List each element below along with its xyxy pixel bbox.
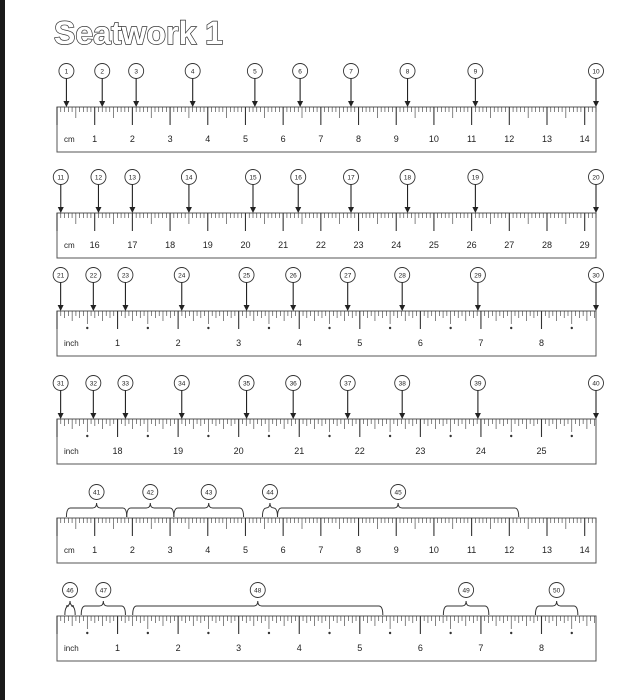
ruler-number: 27: [504, 240, 515, 250]
marker-5: [247, 64, 262, 108]
marker-6: [293, 64, 308, 108]
ruler-number: 5: [242, 545, 248, 555]
marker-label: 36: [289, 380, 297, 388]
bracket-label: 41: [92, 489, 101, 497]
ruler-number: 1: [92, 545, 98, 555]
bracket-48: [133, 583, 383, 616]
ruler-number: 13: [541, 545, 553, 555]
bracket-46: [63, 583, 78, 616]
marker-2: [95, 64, 110, 108]
marker-3: [129, 64, 144, 108]
half-inch-dot: [389, 327, 391, 329]
marker-35: [239, 376, 254, 420]
ruler-number: 25: [536, 446, 547, 456]
marker-39: [470, 376, 485, 420]
marker-label: 27: [344, 272, 352, 280]
marker-label: 20: [592, 174, 600, 182]
half-inch-dot: [571, 327, 573, 329]
ruler-number: 25: [428, 240, 439, 250]
ruler-unit-label: inch: [64, 644, 79, 653]
bracket-label: 42: [146, 489, 154, 497]
marker-arrow-head: [244, 413, 250, 419]
marker-label: 35: [242, 380, 251, 388]
marker-arrow-head: [405, 207, 411, 213]
half-inch-dot: [328, 632, 330, 634]
ruler-3: [53, 268, 603, 357]
marker-31: [53, 376, 68, 420]
bracket-shape: [278, 503, 519, 517]
marker-arrow-head: [399, 305, 405, 311]
ruler-unit-label: cm: [64, 135, 75, 144]
half-inch-dot: [86, 632, 88, 634]
ruler-number: 3: [167, 134, 173, 144]
marker-36: [286, 376, 301, 420]
bracket-label: 50: [553, 587, 561, 595]
bracket-43: [174, 485, 244, 518]
ruler-number: 6: [280, 545, 286, 555]
bracket-shape: [262, 503, 277, 517]
marker-1: [59, 64, 74, 108]
half-inch-dot: [449, 435, 451, 437]
ruler-number: 12: [504, 545, 515, 555]
ruler-number: 7: [318, 134, 324, 144]
ruler-number: 8: [538, 338, 545, 348]
marker-arrow-head: [475, 413, 481, 419]
ruler-unit-label: cm: [64, 546, 75, 555]
bracket-label: 43: [205, 489, 213, 497]
marker-label: 14: [185, 174, 193, 182]
marker-15: [246, 170, 261, 214]
marker-arrow-head: [58, 413, 64, 419]
marker-arrow-head: [122, 305, 128, 311]
ruler-number: 5: [357, 643, 363, 653]
ruler-number: 5: [357, 338, 363, 348]
ruler-number: 6: [280, 134, 286, 144]
ruler-number: 7: [318, 545, 324, 555]
bracket-label: 48: [254, 587, 262, 595]
marker-22: [86, 268, 101, 312]
marker-label: 18: [403, 174, 412, 182]
marker-25: [239, 268, 254, 312]
ruler-number: 3: [236, 338, 242, 348]
ruler-number: 19: [202, 240, 213, 250]
marker-label: 11: [57, 174, 65, 182]
bracket-shape: [535, 601, 577, 615]
ruler-number: 6: [417, 643, 423, 653]
ruler-number: 17: [127, 240, 138, 250]
half-inch-dot: [86, 327, 88, 329]
marker-11: [53, 170, 68, 214]
marker-26: [286, 268, 301, 312]
ruler-body: [57, 107, 596, 152]
marker-label: 30: [592, 272, 600, 280]
marker-label: 31: [57, 380, 65, 388]
ruler-number: 22: [315, 240, 326, 250]
marker-arrow-head: [290, 305, 296, 311]
marker-arrow-head: [348, 101, 354, 107]
ruler-number: 18: [112, 446, 123, 456]
marker-label: 32: [89, 380, 97, 388]
bracket-50: [535, 583, 577, 616]
marker-34: [174, 376, 189, 420]
ruler-number: 1: [115, 338, 121, 348]
marker-17: [344, 170, 359, 214]
ruler-number: 23: [353, 240, 364, 250]
marker-label: 26: [289, 272, 297, 280]
half-inch-dot: [510, 327, 512, 329]
ruler-1: [57, 64, 604, 153]
ruler-number: 26: [466, 240, 477, 250]
marker-30: [589, 268, 604, 312]
marker-arrow-head: [295, 207, 301, 213]
ruler-2: [53, 170, 603, 259]
marker-arrow-head: [129, 207, 135, 213]
ruler-number: 8: [356, 134, 362, 144]
marker-label: 39: [474, 380, 482, 388]
marker-21: [53, 268, 68, 312]
marker-arrow-head: [122, 413, 128, 419]
ruler-number: 18: [165, 240, 176, 250]
ruler-number: 1: [92, 134, 98, 144]
bracket-shape: [133, 601, 383, 615]
half-inch-dot: [147, 632, 149, 634]
ruler-number: 9: [393, 134, 399, 144]
ruler-body: [57, 616, 596, 661]
marker-label: 5: [253, 68, 257, 76]
ruler-number: 14: [579, 134, 590, 144]
marker-label: 33: [121, 380, 130, 388]
ruler-body: [57, 518, 596, 563]
marker-label: 22: [89, 272, 97, 280]
marker-label: 4: [190, 68, 195, 76]
marker-arrow-head: [179, 413, 185, 419]
marker-37: [340, 376, 355, 420]
marker-label: 12: [94, 174, 103, 182]
marker-label: 7: [349, 68, 353, 76]
marker-arrow-head: [593, 101, 599, 107]
half-inch-dot: [389, 435, 391, 437]
marker-12: [91, 170, 106, 214]
bracket-44: [262, 485, 277, 518]
marker-40: [589, 376, 604, 420]
marker-arrow-head: [190, 101, 196, 107]
ruler-number: 4: [205, 545, 211, 555]
marker-label: 29: [474, 272, 482, 280]
bracket-49: [443, 583, 488, 616]
ruler-number: 8: [356, 545, 362, 555]
ruler-number: 12: [504, 134, 515, 144]
ruler-5: [57, 485, 596, 564]
ruler-unit-label: inch: [64, 447, 79, 456]
marker-28: [395, 268, 410, 312]
worksheet-title: Seatwork 1: [54, 15, 223, 51]
ruler-number: 1: [115, 643, 121, 653]
marker-label: 10: [592, 68, 600, 76]
ruler-number: 4: [205, 134, 211, 144]
ruler-number: 23: [415, 446, 426, 456]
marker-arrow-head: [345, 305, 351, 311]
marker-arrow-head: [297, 101, 303, 107]
marker-arrow-head: [58, 207, 64, 213]
marker-label: 16: [294, 174, 302, 182]
half-inch-dot: [571, 435, 573, 437]
ruler-unit-label: inch: [64, 339, 79, 348]
half-inch-dot: [268, 632, 270, 634]
marker-label: 13: [128, 174, 137, 182]
ruler-number: 2: [175, 643, 181, 653]
half-inch-dot: [147, 327, 149, 329]
bracket-label: 44: [266, 489, 274, 497]
half-inch-dot: [207, 632, 209, 634]
marker-label: 21: [57, 272, 65, 280]
ruler-number: 20: [240, 240, 251, 250]
ruler-number: 24: [391, 240, 402, 250]
marker-label: 40: [592, 380, 600, 388]
marker-27: [340, 268, 355, 312]
marker-arrow-head: [58, 305, 64, 311]
ruler-number: 9: [393, 545, 399, 555]
bracket-shape: [174, 503, 244, 517]
ruler-number: 29: [579, 240, 590, 250]
bracket-shape: [65, 601, 75, 615]
marker-label: 6: [298, 68, 302, 76]
ruler-number: 16: [89, 240, 100, 250]
marker-19: [468, 170, 483, 214]
ruler-number: 7: [478, 643, 484, 653]
ruler-number: 2: [129, 134, 135, 144]
ruler-unit-label: cm: [64, 241, 75, 250]
half-inch-dot: [328, 327, 330, 329]
ruler-number: 10: [428, 545, 439, 555]
marker-arrow-head: [244, 305, 250, 311]
ruler-number: 6: [417, 338, 423, 348]
marker-arrow-head: [95, 207, 101, 213]
ruler-number: 5: [242, 134, 248, 144]
half-inch-dot: [389, 632, 391, 634]
marker-13: [125, 170, 140, 214]
marker-arrow-head: [250, 207, 256, 213]
marker-23: [118, 268, 133, 312]
marker-label: 38: [398, 380, 406, 388]
marker-arrow-head: [475, 305, 481, 311]
half-inch-dot: [510, 632, 512, 634]
marker-label: 15: [249, 174, 257, 182]
half-inch-dot: [147, 435, 149, 437]
ruler-number: 13: [541, 134, 553, 144]
ruler-number: 24: [475, 446, 486, 456]
marker-label: 25: [242, 272, 251, 280]
half-inch-dot: [571, 632, 573, 634]
marker-38: [395, 376, 410, 420]
marker-arrow-head: [63, 101, 69, 107]
marker-24: [174, 268, 189, 312]
marker-16: [291, 170, 306, 214]
ruler-number: 21: [278, 240, 289, 250]
ruler-number: 11: [466, 134, 477, 144]
ruler-body: [57, 311, 596, 356]
marker-arrow-head: [186, 207, 192, 213]
marker-arrow-head: [399, 413, 405, 419]
marker-arrow-head: [179, 305, 185, 311]
marker-arrow-head: [472, 207, 478, 213]
ruler-body: [57, 419, 596, 464]
marker-9: [468, 64, 483, 108]
ruler-number: 2: [129, 545, 135, 555]
ruler-number: 3: [167, 545, 173, 555]
marker-arrow-head: [345, 413, 351, 419]
marker-20: [589, 170, 604, 214]
marker-arrow-head: [90, 305, 96, 311]
ruler-body: [57, 213, 596, 258]
ruler-number: 21: [294, 446, 305, 456]
ruler-6: [57, 583, 596, 662]
bracket-shape: [81, 601, 125, 615]
ruler-number: 11: [466, 545, 477, 555]
marker-label: 17: [347, 174, 355, 182]
marker-arrow-head: [290, 413, 296, 419]
marker-label: 23: [121, 272, 130, 280]
marker-label: 3: [134, 68, 138, 76]
ruler-number: 8: [538, 643, 545, 653]
rulers-layer: [53, 64, 603, 662]
ruler-number: 4: [296, 338, 302, 348]
marker-8: [400, 64, 415, 108]
bracket-label: 46: [66, 587, 74, 595]
bracket-shape: [443, 601, 488, 615]
marker-arrow-head: [472, 101, 478, 107]
marker-label: 1: [64, 68, 69, 76]
marker-arrow-head: [348, 207, 354, 213]
bracket-label: 45: [394, 489, 402, 497]
half-inch-dot: [207, 327, 209, 329]
marker-arrow-head: [90, 413, 96, 419]
marker-label: 19: [471, 174, 480, 182]
half-inch-dot: [207, 435, 209, 437]
marker-label: 2: [100, 68, 105, 76]
half-inch-dot: [449, 632, 451, 634]
marker-arrow-head: [252, 101, 258, 107]
half-inch-dot: [510, 435, 512, 437]
marker-33: [118, 376, 133, 420]
marker-14: [181, 170, 196, 214]
marker-label: 34: [178, 380, 186, 388]
ruler-number: 10: [428, 134, 439, 144]
marker-arrow-head: [405, 101, 411, 107]
ruler-number: 20: [233, 446, 244, 456]
bracket-47: [81, 583, 125, 616]
bracket-41: [66, 485, 126, 518]
marker-label: 8: [405, 68, 410, 76]
marker-label: 9: [473, 68, 478, 76]
bracket-42: [127, 485, 174, 518]
marker-arrow-head: [593, 207, 599, 213]
marker-arrow-head: [133, 101, 139, 107]
marker-4: [185, 64, 200, 108]
ruler-number: 22: [354, 446, 365, 456]
marker-arrow-head: [99, 101, 105, 107]
marker-10: [589, 64, 604, 108]
half-inch-dot: [268, 327, 270, 329]
ruler-number: 4: [296, 643, 302, 653]
half-inch-dot: [86, 435, 88, 437]
ruler-number: 28: [541, 240, 553, 250]
marker-label: 37: [344, 380, 352, 388]
half-inch-dot: [449, 327, 451, 329]
half-inch-dot: [268, 435, 270, 437]
bracket-45: [278, 485, 519, 518]
ruler-4: [53, 376, 603, 465]
marker-arrow-head: [593, 413, 599, 419]
marker-29: [470, 268, 485, 312]
bracket-shape: [66, 503, 126, 517]
bracket-shape: [127, 503, 174, 517]
bracket-label: 49: [462, 587, 470, 595]
half-inch-dot: [328, 435, 330, 437]
marker-18: [400, 170, 415, 214]
marker-label: 28: [398, 272, 406, 280]
ruler-number: 14: [579, 545, 590, 555]
ruler-number: 19: [173, 446, 184, 456]
marker-arrow-head: [593, 305, 599, 311]
marker-7: [344, 64, 359, 108]
ruler-number: 3: [236, 643, 242, 653]
ruler-number: 2: [175, 338, 181, 348]
marker-label: 24: [178, 272, 186, 280]
bracket-label: 47: [99, 587, 107, 595]
marker-32: [86, 376, 101, 420]
ruler-number: 7: [478, 338, 484, 348]
